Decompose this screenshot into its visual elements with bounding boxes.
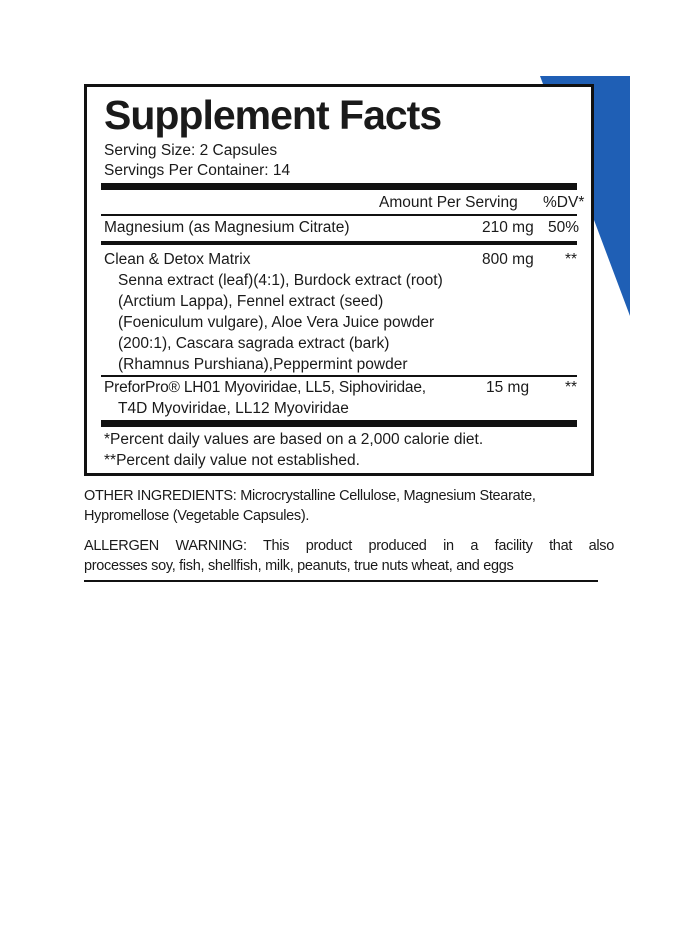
medium-divider <box>101 241 577 245</box>
detox-ingredient-line: (Foeniculum vulgare), Aloe Vera Juice powder <box>118 314 435 331</box>
magnesium-amount: 210 mg <box>482 219 534 236</box>
detox-ingredient-line: (200:1), Cascara sagrada extract (bark) <box>118 335 390 352</box>
other-ingredients-line: Hypromellose (Vegetable Capsules). <box>84 508 310 524</box>
allergen-warning-line: ALLERGEN WARNING: This product produced in a facility that also <box>84 538 614 554</box>
footnote-not-established: **Percent daily value not established. <box>104 452 360 469</box>
amount-per-serving-header: Amount Per Serving <box>379 194 518 211</box>
panel-title: Supplement Facts <box>104 92 442 138</box>
magnesium-dv: 50% <box>548 219 580 236</box>
thick-divider <box>101 420 577 427</box>
servings-per-container: Servings Per Container: 14 <box>104 162 291 179</box>
detox-ingredient-line: Senna extract (leaf)(4:1), Burdock extract (root) <box>118 272 443 289</box>
allergen-warning-line: processes soy, fish, shellfish, milk, peanuts, true nuts wheat, and eggs <box>84 558 514 574</box>
thin-divider <box>101 214 577 216</box>
preforpro-amount: 15 mg <box>486 379 530 396</box>
supplement-facts-panel <box>84 84 594 476</box>
other-ingredients-line: OTHER INGREDIENTS: Microcrystalline Cellulose, Magnesium Stearate, <box>84 488 536 504</box>
thick-divider <box>101 183 577 190</box>
dv-header: %DV* <box>543 194 585 211</box>
magnesium-name: Magnesium (as Magnesium Citrate) <box>104 219 350 236</box>
detox-matrix-name: Clean & Detox Matrix <box>104 251 251 268</box>
detox-ingredient-line: (Rhamnus Purshiana),Peppermint powder <box>118 356 408 373</box>
footnote-daily-values: *Percent daily values are based on a 2,000 calorie diet. <box>104 431 484 448</box>
serving-size: Serving Size: 2 Capsules <box>104 142 278 159</box>
preforpro-name-continued: T4D Myoviridae, LL12 Myoviridae <box>118 400 349 417</box>
detox-matrix-amount: 800 mg <box>482 251 534 268</box>
preforpro-name: PreforPro® LH01 Myoviridae, LL5, Siphoviridae, <box>104 379 426 396</box>
preforpro-dv: ** <box>565 379 578 396</box>
below-panel-text <box>84 486 614 576</box>
detox-ingredient-line: (Arctium Lappa), Fennel extract (seed) <box>118 293 384 310</box>
thin-divider <box>101 375 577 377</box>
bottom-divider <box>84 580 598 582</box>
detox-matrix-dv: ** <box>565 251 578 268</box>
